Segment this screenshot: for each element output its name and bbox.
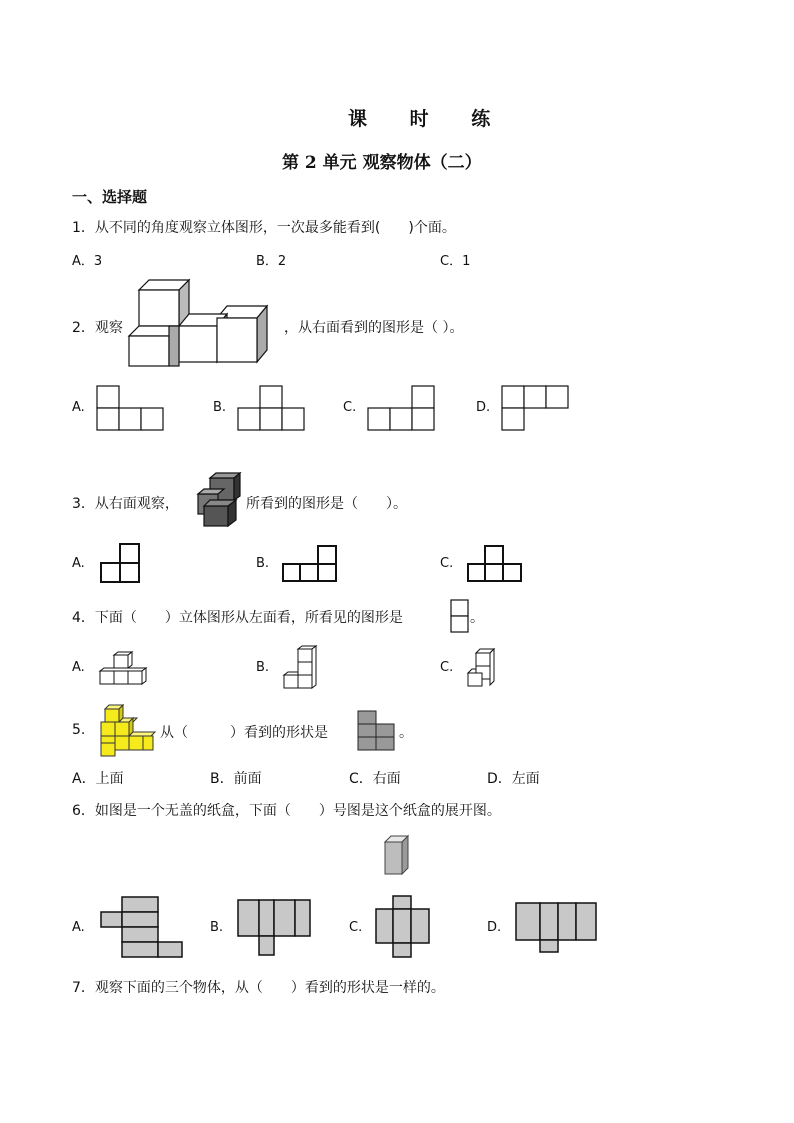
- page-title: 课 时 练: [348, 108, 509, 130]
- q5-option-d[interactable]: D．左面: [487, 771, 540, 787]
- q6-option-c-net: [374, 894, 434, 960]
- q6-option-b[interactable]: B.: [210, 920, 224, 935]
- question-5-number: 5.: [72, 722, 86, 738]
- q3-option-b[interactable]: B.: [256, 556, 270, 571]
- q6-paper-box-figure: [383, 834, 411, 876]
- q6-option-c[interactable]: C.: [349, 920, 363, 935]
- q2-option-d-figure: [501, 385, 571, 431]
- q5-option-c[interactable]: C．右面: [349, 771, 401, 787]
- q1-option-c[interactable]: C．1: [440, 254, 471, 269]
- q5-option-b[interactable]: B．前面: [210, 771, 262, 787]
- q2-option-a[interactable]: A.: [72, 400, 85, 415]
- question-2-stem-before: 2．观察: [72, 320, 123, 336]
- q3-option-b-figure: [282, 544, 340, 584]
- q6-option-d[interactable]: D.: [487, 920, 502, 935]
- q5-gray-view-figure: [357, 710, 399, 752]
- question-4-stem-before: 4．下面（ ）立体图形从左面看，所看见的图形是: [72, 610, 403, 626]
- question-6-stem: 6．如图是一个无盖的纸盒，下面（ ）号图是这个纸盒的展开图。: [72, 803, 501, 819]
- q4-option-c[interactable]: C.: [440, 660, 454, 675]
- q3-option-c[interactable]: C.: [440, 556, 454, 571]
- q1-option-a[interactable]: A．3: [72, 254, 103, 269]
- question-4-stem-after: 。: [470, 610, 484, 626]
- question-3-stem-before: 3．从右面观察，: [72, 496, 179, 512]
- question-2-stem-after: ，从右面看到的图形是（ ）。: [284, 320, 464, 336]
- q4-option-c-figure: [466, 647, 498, 689]
- q2-option-c-figure: [367, 385, 437, 431]
- q6-option-d-net: [515, 901, 601, 955]
- unit-subtitle: 第 2 单元 观察物体（二）: [282, 153, 482, 173]
- q4-option-a-figure: [98, 651, 150, 687]
- question-5-stem-after: 。: [399, 725, 413, 741]
- q2-cube-figure: [127, 278, 277, 368]
- q6-option-a-net: [100, 896, 186, 960]
- q1-option-b[interactable]: B．2: [256, 254, 287, 269]
- q3-option-c-figure: [467, 544, 529, 584]
- q3-cube-figure: [196, 472, 242, 528]
- question-5-stem-mid: 从（ ）看到的形状是: [160, 725, 328, 741]
- section-title: 一、选择题: [72, 188, 148, 206]
- q4-option-b[interactable]: B.: [256, 660, 270, 675]
- q5-yellow-cubes-figure: [99, 703, 159, 757]
- q3-option-a-figure: [100, 542, 144, 584]
- question-7-stem: 7．观察下面的三个物体，从（ ）看到的形状是一样的。: [72, 980, 445, 996]
- q4-option-b-figure: [282, 645, 322, 691]
- q2-option-a-figure: [96, 385, 166, 431]
- q6-option-a[interactable]: A.: [72, 920, 85, 935]
- q5-option-a[interactable]: A．上面: [72, 771, 124, 787]
- q2-option-c[interactable]: C.: [343, 400, 357, 415]
- q3-option-a[interactable]: A.: [72, 556, 85, 571]
- q2-option-d[interactable]: D.: [476, 400, 491, 415]
- q2-option-b-figure: [237, 385, 307, 431]
- q2-option-b[interactable]: B.: [213, 400, 227, 415]
- question-3-stem-after: 所看到的图形是（ ）。: [246, 496, 407, 512]
- q4-left-view-figure: [450, 599, 470, 635]
- q4-option-a[interactable]: A.: [72, 660, 85, 675]
- q6-option-b-net: [237, 898, 313, 958]
- question-1-stem: 1．从不同的角度观察立体图形，一次最多能看到( )个面。: [72, 220, 456, 236]
